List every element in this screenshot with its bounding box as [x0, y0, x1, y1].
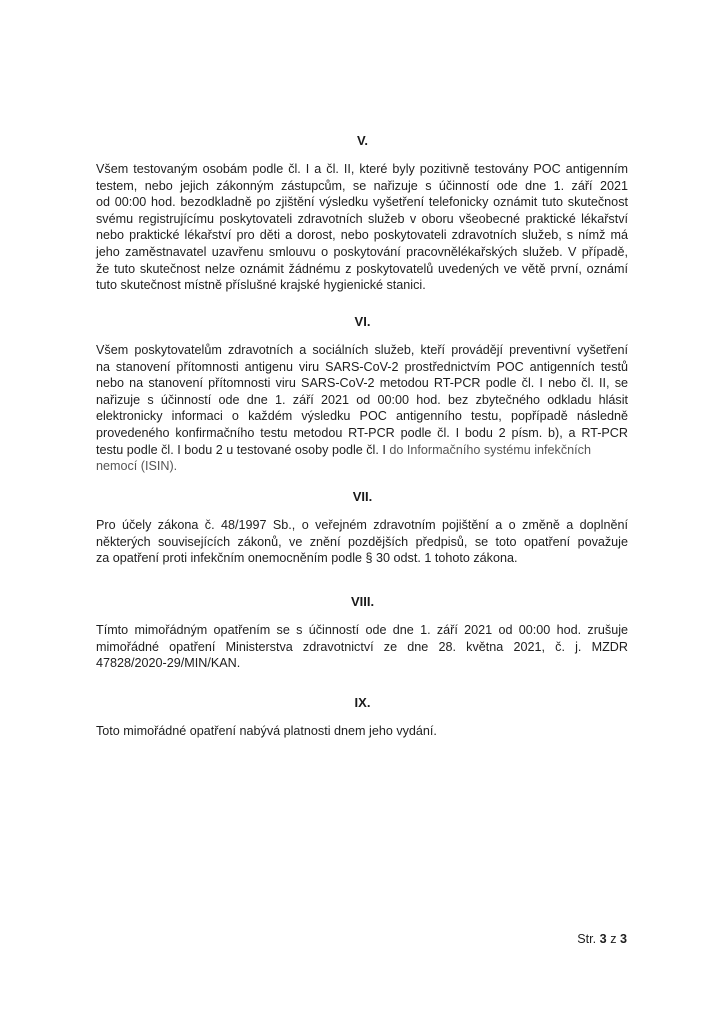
paragraph-line: od 00:00 hod. bezodkladně po zjištění výsledku vyšetření telefonicky oznámit tuto skutečnost [96, 195, 628, 210]
page-number-total: 3 [619, 932, 627, 946]
paragraph-line: že tuto skutečnost nelze oznámit žádnému z poskytovatelů uvedených ve větě první, oznámí [96, 261, 628, 276]
paragraph-line: Všem testovaným osobám podle čl. I a čl. II, které byly pozitivně testovány POC antigenním [96, 162, 628, 176]
section-viii-paragraph [96, 622, 628, 672]
page-number-current: 3 [599, 932, 607, 946]
paragraph-line: nebo na stanovení přítomnosti viru SARS-CoV-2 metodou RT-PCR podle čl. I nebo čl. II, se [96, 376, 628, 391]
page-number [577, 931, 627, 947]
paragraph-line: nařizuje s účinností ode dne 1. září 2021 od 00:00 hod. bez zbytečného odkladu hlásit [96, 392, 628, 407]
paragraph-line: některých souvisejících zákonů, ve znění pozdějších předpisů, se toto opatření považuje [96, 534, 628, 549]
paragraph-line-text: testu podle čl. I bodu 2 u testované osoby podle čl. I [96, 442, 386, 457]
paragraph-line: Všem poskytovatelům zdravotních a sociálních služeb, kteří provádějí preventivní vyšetření [96, 343, 628, 357]
paragraph-line: mimořádné opatření Ministerstva zdravotnictví ze dne 28. května 2021, č. j. MZDR [96, 639, 628, 654]
paragraph-line: za opatření proti infekčním onemocněním podle § 30 odst. 1 tohoto zákona. [96, 551, 518, 566]
section-vi-paragraph [96, 342, 628, 475]
section-ix-paragraph [96, 723, 628, 740]
paragraph-line: Tímto mimořádným opatřením se s účinností ode dne 1. září 2021 od 00:00 hod. zrušuje [96, 623, 628, 637]
section-heading-v: V. [356, 133, 369, 148]
paragraph-line [96, 442, 628, 459]
paragraph-line: provedeného konfirmačního testu metodou RT-PCR podle čl. I bodu 2 písm. b), a RT-PCR [96, 425, 628, 440]
section-v-paragraph [96, 161, 628, 294]
paragraph-line: elektronicky informaci o každém výsledku POC antigenního testu, popřípadě následně [96, 409, 628, 424]
paragraph-line: jeho zaměstnavatel uzavřenu smlouvu o poskytování pracovnělékařských služeb. V případě, [96, 244, 628, 259]
paragraph-line-tail: do Informačního systému infekčních [389, 442, 591, 457]
paragraph-line: tuto skutečnost místně příslušné krajské hygienické stanici. [96, 278, 426, 293]
paragraph-line: svému registrujícímu poskytovateli zdravotních služeb v oboru všeobecné praktické lékařství [96, 211, 628, 226]
page-number-of: z [610, 932, 617, 946]
paragraph-line: 47828/2020-29/MIN/KAN. [96, 656, 241, 671]
section-heading-ix: IX. [354, 695, 371, 710]
paragraph-line: nemocí (ISIN). [96, 459, 178, 474]
paragraph-line: Toto mimořádné opatření nabývá platnosti dnem jeho vydání. [96, 724, 437, 738]
section-heading-vii: VII. [352, 489, 373, 504]
section-heading-vi: VI. [354, 314, 371, 329]
paragraph-line: Pro účely zákona č. 48/1997 Sb., o veřejném zdravotním pojištění a o změně a doplnění [96, 518, 628, 532]
paragraph-line: nebo praktické lékařství pro děti a dorost, nebo poskytovateli zdravotních služeb, s nímž má [96, 228, 628, 243]
page-number-prefix: Str. [577, 932, 597, 946]
section-heading-viii: VIII. [350, 594, 375, 609]
paragraph-line: na stanovení přítomnosti antigenu viru SARS-CoV-2 prostřednictvím POC antigenních testů [96, 359, 628, 374]
paragraph-line: testem, nebo jejich zákonným zástupcům, se nařizuje s účinností ode dne 1. září 2021 [96, 178, 628, 193]
section-vii-paragraph [96, 517, 628, 567]
